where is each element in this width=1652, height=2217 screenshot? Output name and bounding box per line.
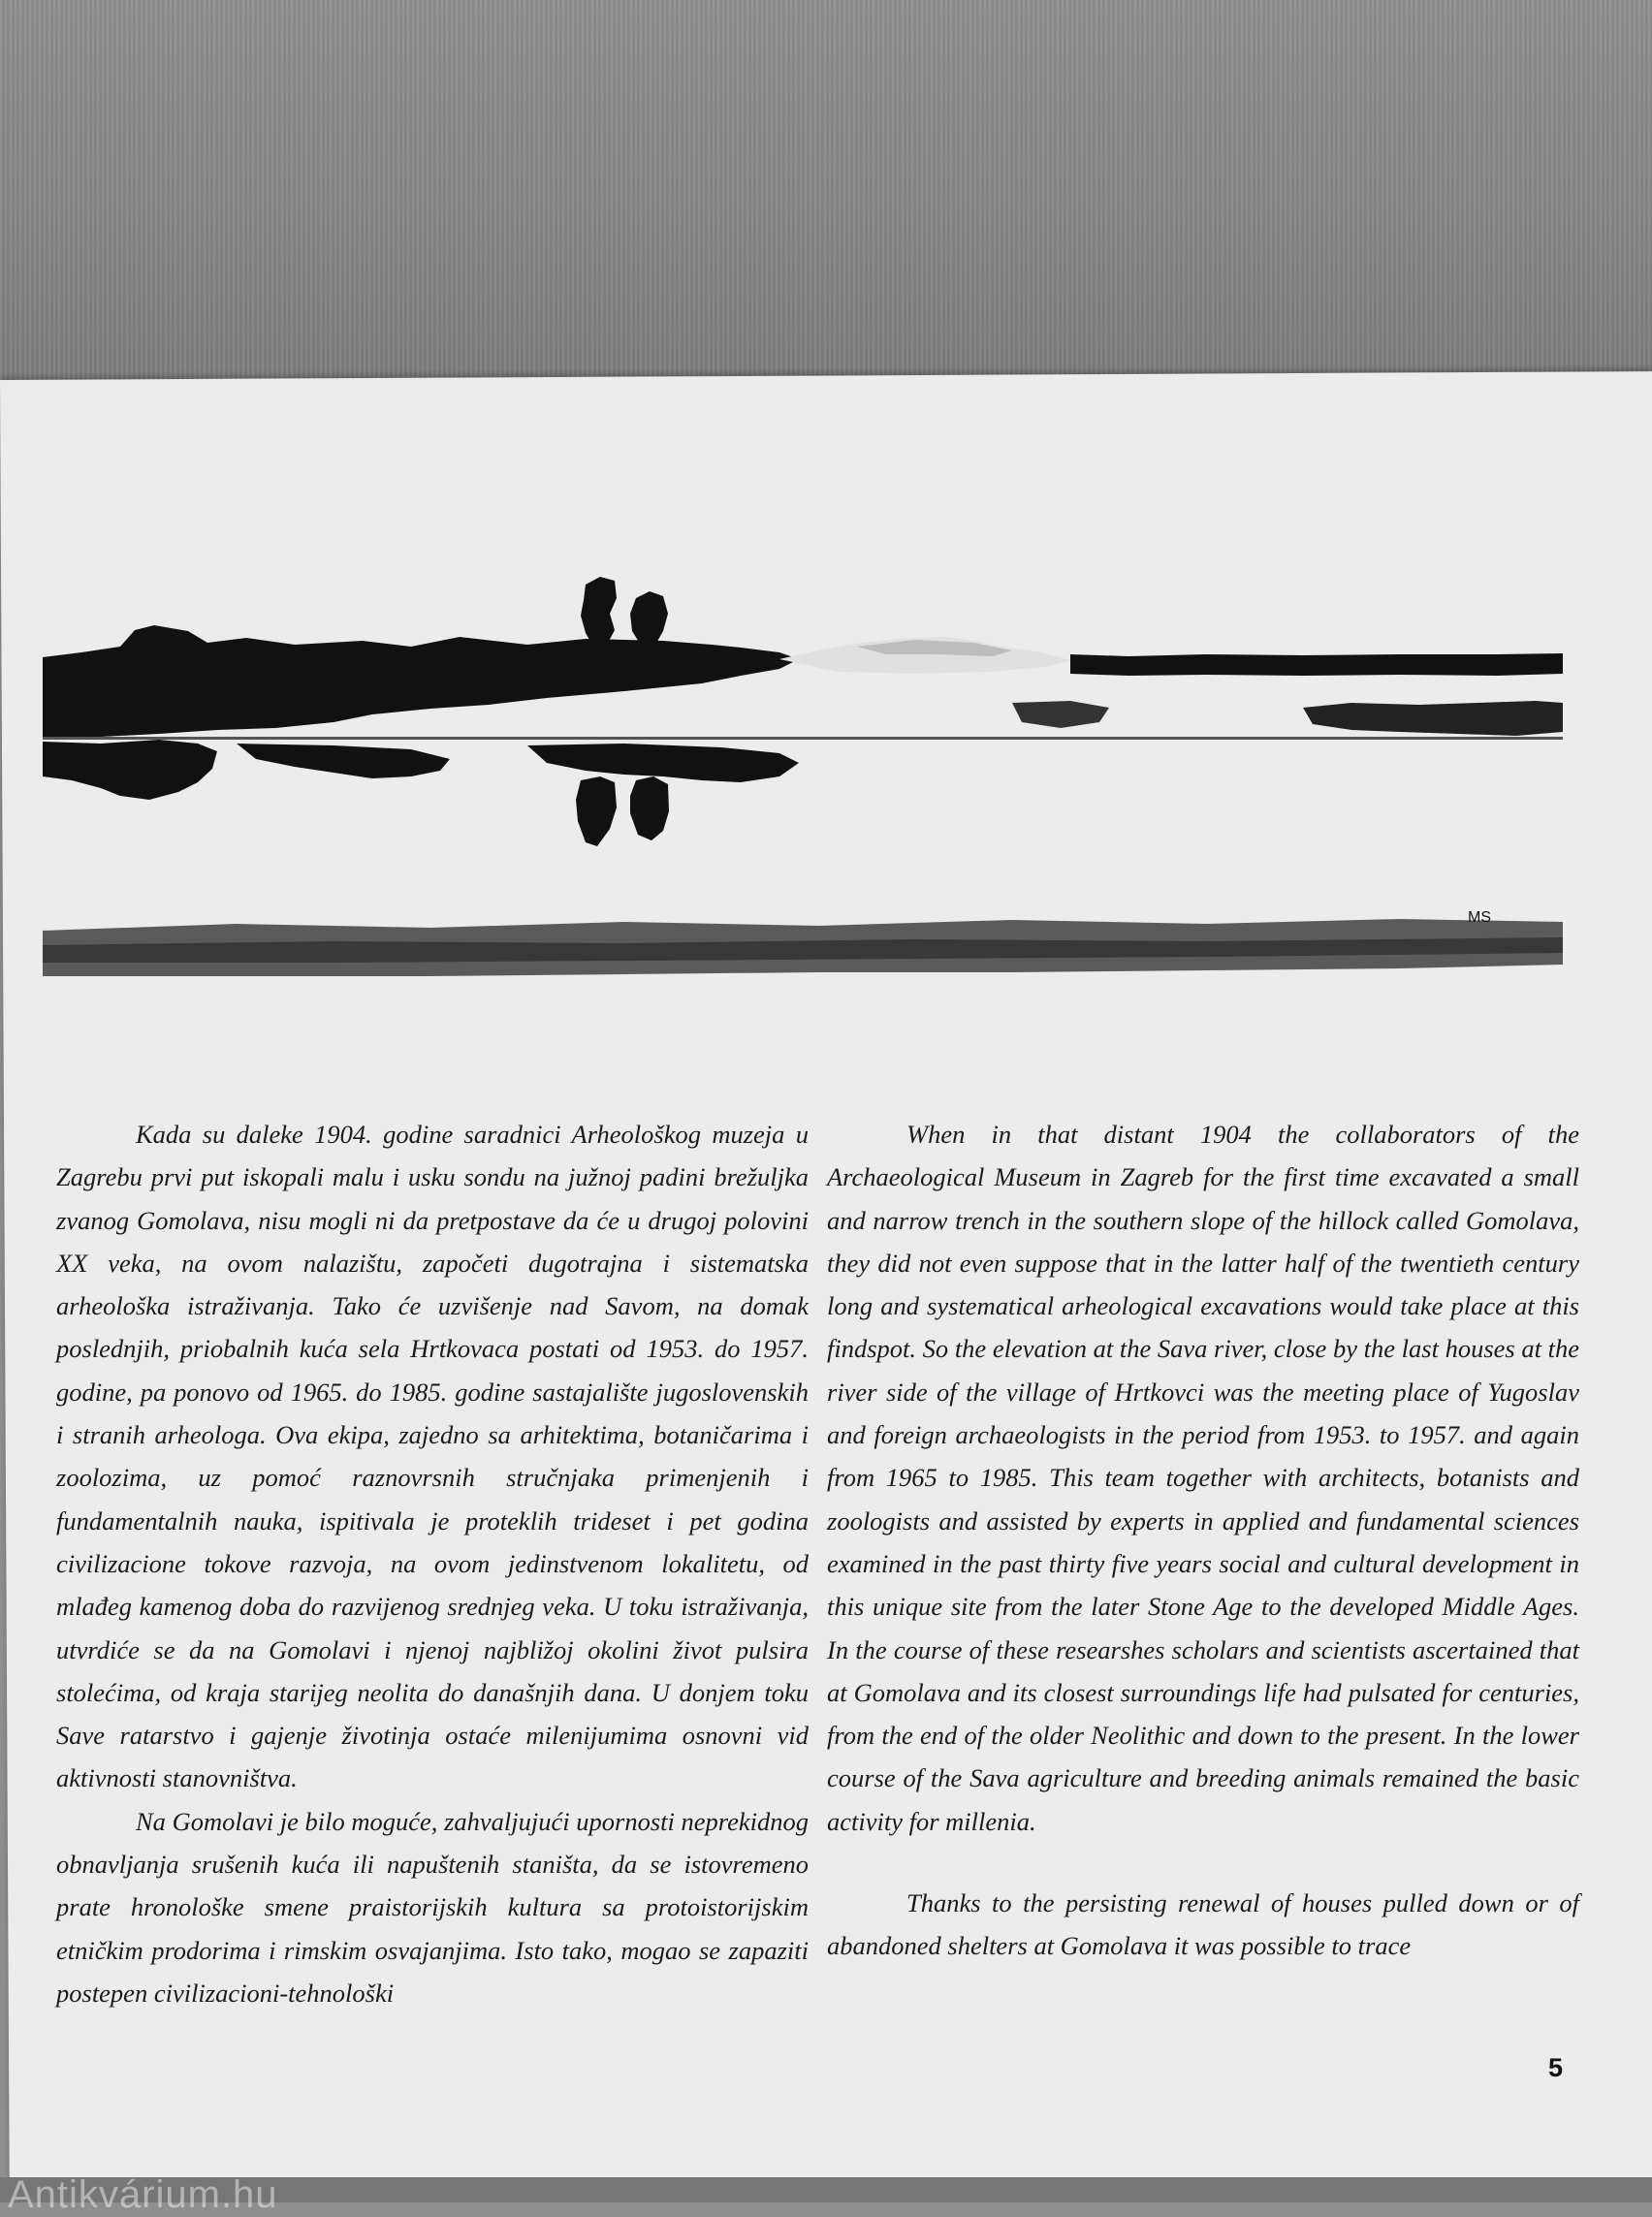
- english-paragraph-1: When in that distant 1904 the collaborators of the Archaeological Museum in Zagreb for the first time excavated a small and narrow trench in the southern slope of the hillock called Gomolava, they did not even suppose that in the latter half of the twentieth century long and systematical arheological excavations would take place at this findspot. So the elevation at the Sava river, close by the last houses at the river side of the village of Hrtkovci was the meeting place of Yugoslav and foreign archaeologists in the period from 1953. to 1957. and again from 1965 to 1985. This team together with architects, botanists and zoologists and assisted by experts in applied and fundamental sciences examined in the past thirty five years social and cultural development in this unique site from the later Stone Age to the developed Middle Ages. In the course of these researshes scholars and scientists ascertained that at Gomolava and its closest surroundings life had pulsated for centuries, from the end of the older Neolithic and down to the present. In the lower course of the Sava agriculture and breeding animals remained the basic activity for millenia.: [827, 1120, 1579, 1836]
- landscape-photograph: [43, 538, 1563, 979]
- watermark-text: Antikvárium.hu: [8, 2173, 278, 2216]
- serbian-paragraph-1: Kada su daleke 1904. godine saradnici Arheološkog muzeja u Zagrebu prvi put iskopali malu i usku sondu na južnoj padini brežuljka zvanog Gomolava, nisu mogli ni da pretpostave da će u drugoj polovini XX veka, na ovom nalazištu, započeti dugotrajna i sistematska arheološka istraživanja. Tako će uzvišenje nad Savom, na domak poslednjih, priobalnih kuća sela Hrtkovaca postati od 1953. do 1957. godine, pa ponovo od 1965. do 1985. godine sastajalište jugoslovenskih i stranih arheologa. Ova ekipa, zajedno sa arhitektima, botaničarima i zoolozima, uz pomoć raznovrsnih stručnjaka primenjenih i fundamentalnih nauka, ispitivala je proteklih trideset i pet godina civilizacione tokove razvoja, na ovom jedinstvenom lokalitetu, od mlađeg kamenog doba do razvijenog srednjeg veka. U toku istraživanja, utvrdiće se da na Gomolavi i njenoj najbližoj okolini život pulsira stolećima, od kraja starijeg neolita do današnjih dana. U donjem toku Save ratarstvo i gajenje životinja ostaće milenijumima osnovni vid aktivnosti stanovništva.: [56, 1120, 809, 1793]
- serbian-text-column: [56, 1113, 809, 2014]
- english-text-column: [827, 1113, 1579, 1968]
- english-paragraph-2: Thanks to the persisting renewal of houses pulled down or of abandoned shelters at Gomolava it was possible to trace: [827, 1888, 1579, 1961]
- page-number: 5: [1548, 2053, 1564, 2082]
- background-surface: [0, 0, 1652, 407]
- serbian-paragraph-2: Na Gomolavi je bilo moguće, zahvaljujući upornosti neprekidnog obnavljanja srušenih kuća ili napuštenih staništa, da se istovremeno prate hronološke smene praistorijskih kultura sa protoistorijskim etničkim prodorima i rimskim osvajanjima. Isto tako, mogao se zapaziti postepen civilizacioni-tehnološki: [56, 1806, 809, 2008]
- photo-signature: MS: [1468, 909, 1491, 926]
